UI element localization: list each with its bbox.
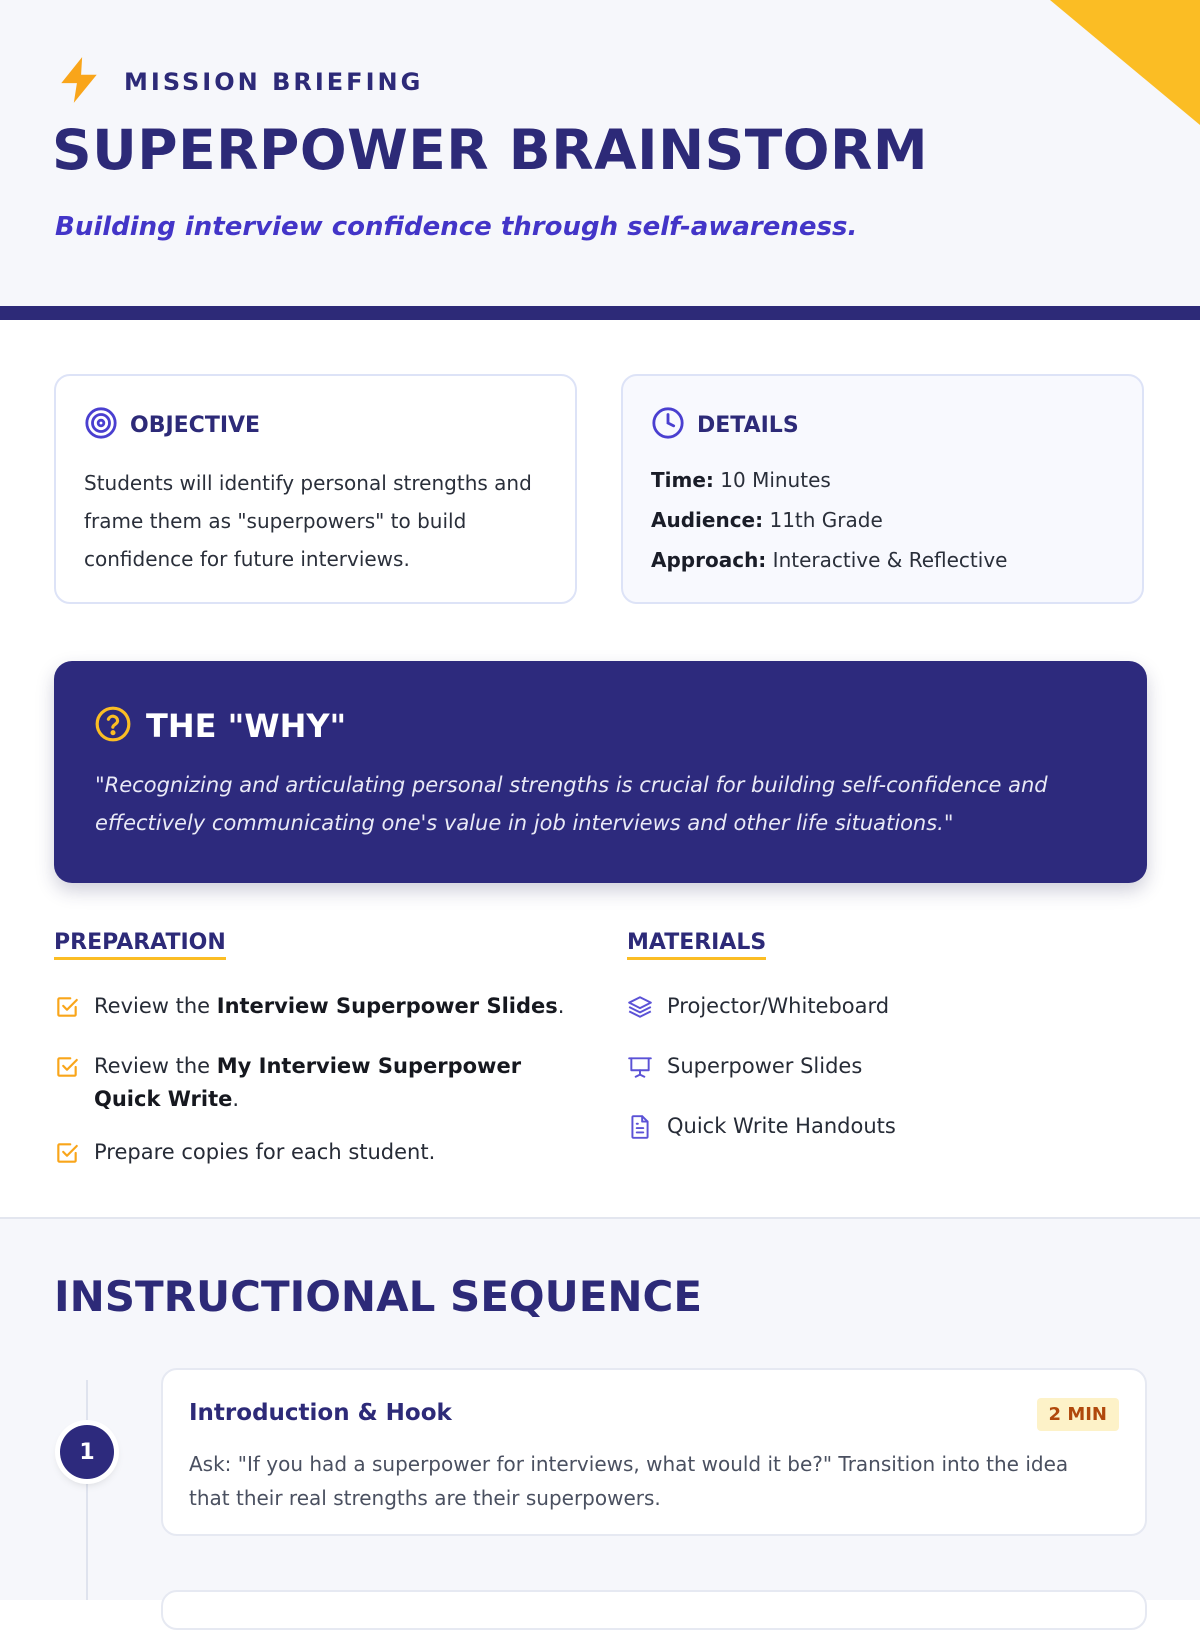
step-time-badge: 2 MIN xyxy=(1037,1398,1119,1431)
checkbox-icon xyxy=(54,990,94,1030)
detail-value: 11th Grade xyxy=(769,508,883,532)
objective-heading: OBJECTIVE xyxy=(130,412,261,438)
list-item-text: Superpower Slides xyxy=(667,1054,863,1078)
layers-icon xyxy=(627,990,667,1030)
step-card-next xyxy=(161,1590,1147,1630)
why-panel xyxy=(54,661,1147,883)
list-item xyxy=(54,1136,574,1176)
materials-list xyxy=(627,990,896,1170)
presentation-icon xyxy=(627,1050,667,1090)
question-circle-icon xyxy=(94,705,132,747)
page-subtitle: Building interview confidence through self-awareness. xyxy=(55,212,858,242)
details-heading: DETAILS xyxy=(697,412,799,438)
text-segment: . xyxy=(232,1087,240,1111)
objective-text: Students will identify personal strengths and frame them as "superpowers" to build confidence for future interviews. xyxy=(84,471,532,571)
step-description: Ask: "If you had a superpower for interviews, what would it be?" Transition into the idea that their real strengths are their superpowers. xyxy=(189,1452,1069,1510)
materials-heading: MATERIALS xyxy=(627,930,766,960)
detail-audience xyxy=(651,500,1111,540)
objective-card xyxy=(54,374,577,604)
page-title: SUPERPOWER BRAINSTORM xyxy=(52,118,929,182)
header xyxy=(0,0,1200,306)
why-heading: THE "WHY" xyxy=(146,707,347,745)
kicker-text: MISSION BRIEFING xyxy=(124,68,424,96)
detail-value: Interactive & Reflective xyxy=(772,548,1008,572)
detail-approach xyxy=(651,540,1111,580)
list-item xyxy=(627,1050,896,1090)
list-item-text xyxy=(94,990,564,1023)
list-item-text: Projector/Whiteboard xyxy=(667,994,890,1018)
step-card xyxy=(161,1368,1147,1536)
timeline-line xyxy=(86,1380,88,1600)
text-segment: Review the xyxy=(94,994,217,1018)
clock-icon xyxy=(651,406,685,444)
kicker xyxy=(54,54,423,110)
list-item xyxy=(54,1050,574,1116)
list-item xyxy=(627,1110,896,1150)
text-segment-bold: My Interview Superpower Quick Write xyxy=(94,1054,522,1111)
checkbox-icon xyxy=(54,1136,94,1176)
text-segment: Review the xyxy=(94,1054,217,1078)
detail-value: 10 Minutes xyxy=(720,468,831,492)
lightning-icon xyxy=(54,54,104,110)
target-icon xyxy=(84,406,118,444)
preparation-list xyxy=(54,990,574,1196)
preparation-heading: PREPARATION xyxy=(54,930,226,960)
list-item xyxy=(54,990,574,1030)
text-segment-bold: Interview Superpower Slides xyxy=(216,994,558,1018)
details-header xyxy=(651,406,799,444)
checkbox-icon xyxy=(54,1050,94,1090)
detail-label: Approach: xyxy=(651,548,767,572)
details-list xyxy=(651,460,1111,580)
detail-label: Audience: xyxy=(651,508,764,532)
sequence-heading: INSTRUCTIONAL SEQUENCE xyxy=(54,1272,703,1321)
list-item-text xyxy=(94,1050,574,1116)
detail-label: Time: xyxy=(651,468,714,492)
step-title: Introduction & Hook xyxy=(189,1400,452,1426)
why-quote: "Recognizing and articulating personal strengths is crucial for building self-confidence and effectively communicating one's value in job interviews and other life situations." xyxy=(95,773,1048,835)
header-divider xyxy=(0,306,1200,320)
text-segment: . xyxy=(557,994,565,1018)
details-card xyxy=(621,374,1144,604)
why-header xyxy=(94,705,346,747)
detail-time xyxy=(651,460,1111,500)
objective-header xyxy=(84,406,260,444)
list-item xyxy=(627,990,896,1030)
list-item-text: Quick Write Handouts xyxy=(667,1114,896,1138)
list-item-text: Prepare copies for each student. xyxy=(94,1140,436,1164)
document-icon xyxy=(627,1110,667,1150)
step-number-badge: 1 xyxy=(60,1425,114,1479)
corner-accent xyxy=(1050,0,1200,125)
